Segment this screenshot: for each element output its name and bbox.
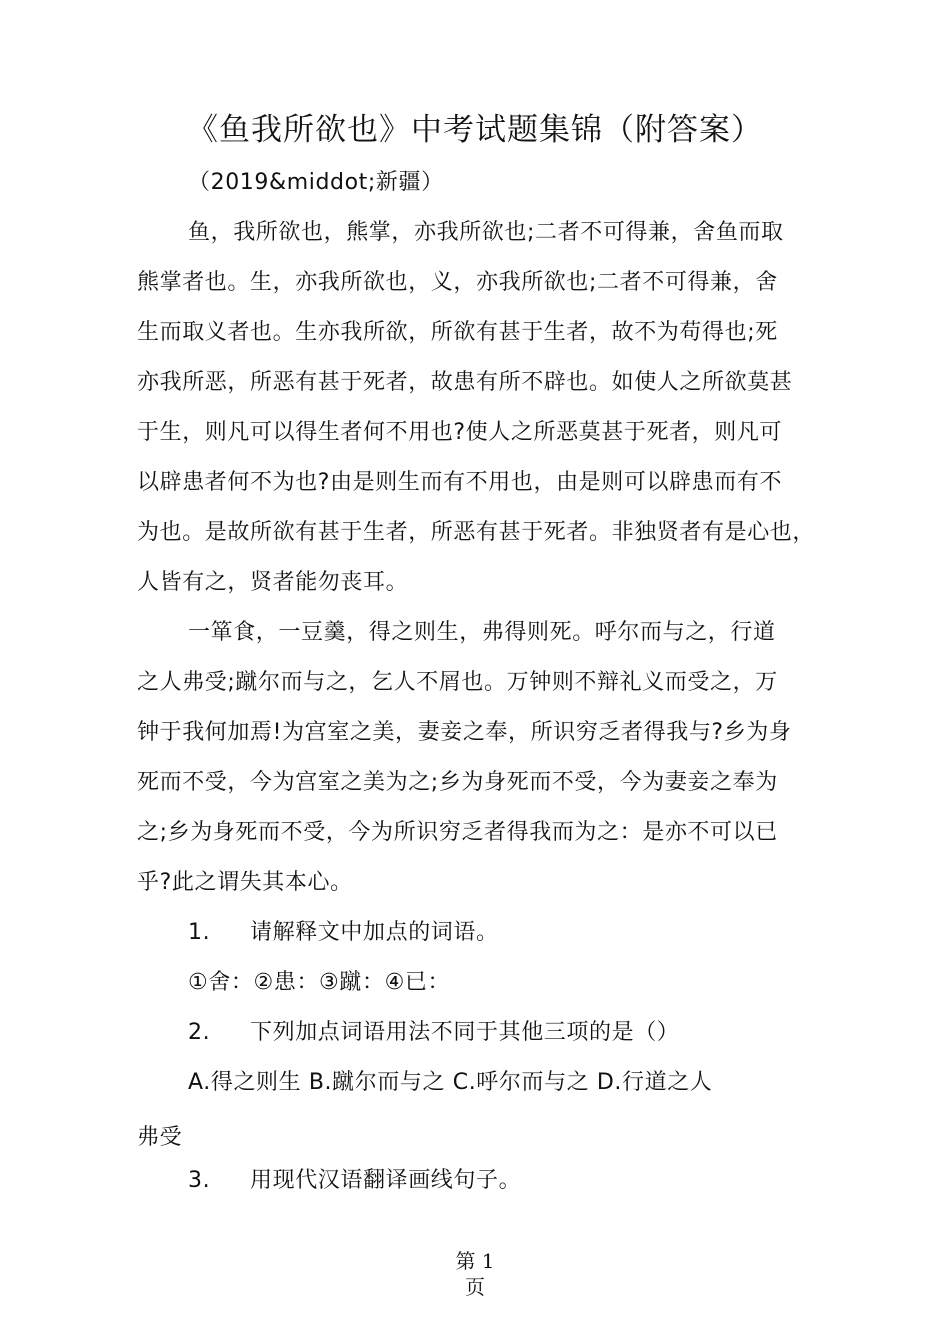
- passage-line: 乎?此之谓失其本心。: [137, 870, 353, 895]
- question-1: [188, 918, 499, 948]
- question-number: 3.: [188, 1168, 211, 1193]
- passage-line: 于生，则凡可以得生者何不用也?使人之所恶莫甚于死者，则凡可: [137, 420, 783, 445]
- question-3: [188, 1166, 521, 1196]
- passage-line: 熊掌者也。生，亦我所欲也，义，亦我所欲也;二者不可得兼，舍: [137, 270, 778, 295]
- passage-line: 以辟患者何不为也?由是则生而有不用也，由是则可以辟患而有不: [137, 470, 783, 495]
- passage-line: 鱼，我所欲也，熊掌，亦我所欲也;二者不可得兼，舍鱼而取: [188, 220, 784, 245]
- question-number: 2.: [188, 1020, 211, 1045]
- passage-line: 之;乡为身死而不受，今为所识穷乏者得我而为之：是亦不可以已: [137, 820, 778, 845]
- passage-line: 之人弗受;蹴尔而与之，乞人不屑也。万钟则不辩礼义而受之，万: [137, 670, 778, 695]
- question-text: 下列加点词语用法不同于其他三项的是（）: [250, 1020, 680, 1045]
- question-number: 1.: [188, 920, 211, 945]
- passage-line: 人皆有之，贤者能勿丧耳。: [137, 570, 409, 595]
- passage-line: 亦我所恶，所恶有甚于死者，故患有所不辟也。如使人之所欲莫甚: [137, 370, 793, 395]
- question-2: [188, 1018, 679, 1048]
- question-1-items: ①舍：②患：③蹴：④已：: [188, 970, 451, 995]
- page-number-suffix: 页: [465, 1275, 485, 1299]
- question-text: 请解释文中加点的词语。: [250, 920, 499, 945]
- question-2-options-cont: 弗受: [137, 1125, 183, 1150]
- document-title: 《鱼我所欲也》中考试题集锦（附答案）: [187, 112, 763, 148]
- passage-line: 生而取义者也。生亦我所欲，所欲有甚于生者，故不为苟得也;死: [137, 320, 778, 345]
- source-note: （2019&middot;新疆）: [188, 170, 444, 195]
- question-2-options: A.得之则生 B.蹴尔而与之 C.呼尔而与之 D.行道之人: [188, 1070, 713, 1095]
- passage-line: 钟于我何加焉!为宫室之美，妻妾之奉，所识穷乏者得我与?乡为身: [137, 720, 792, 745]
- page-number: 第 1: [455, 1249, 495, 1273]
- question-text: 用现代汉语翻译画线句子。: [250, 1168, 522, 1193]
- passage-line: 死而不受，今为宫室之美为之;乡为身死而不受，今为妻妾之奉为: [137, 770, 778, 795]
- passage-line: 为也。是故所欲有甚于生者，所恶有甚于死者。非独贤者有是心也，: [137, 520, 816, 545]
- passage-line: 一箪食，一豆羹，得之则生，弗得则死。呼尔而与之，行道: [188, 620, 776, 645]
